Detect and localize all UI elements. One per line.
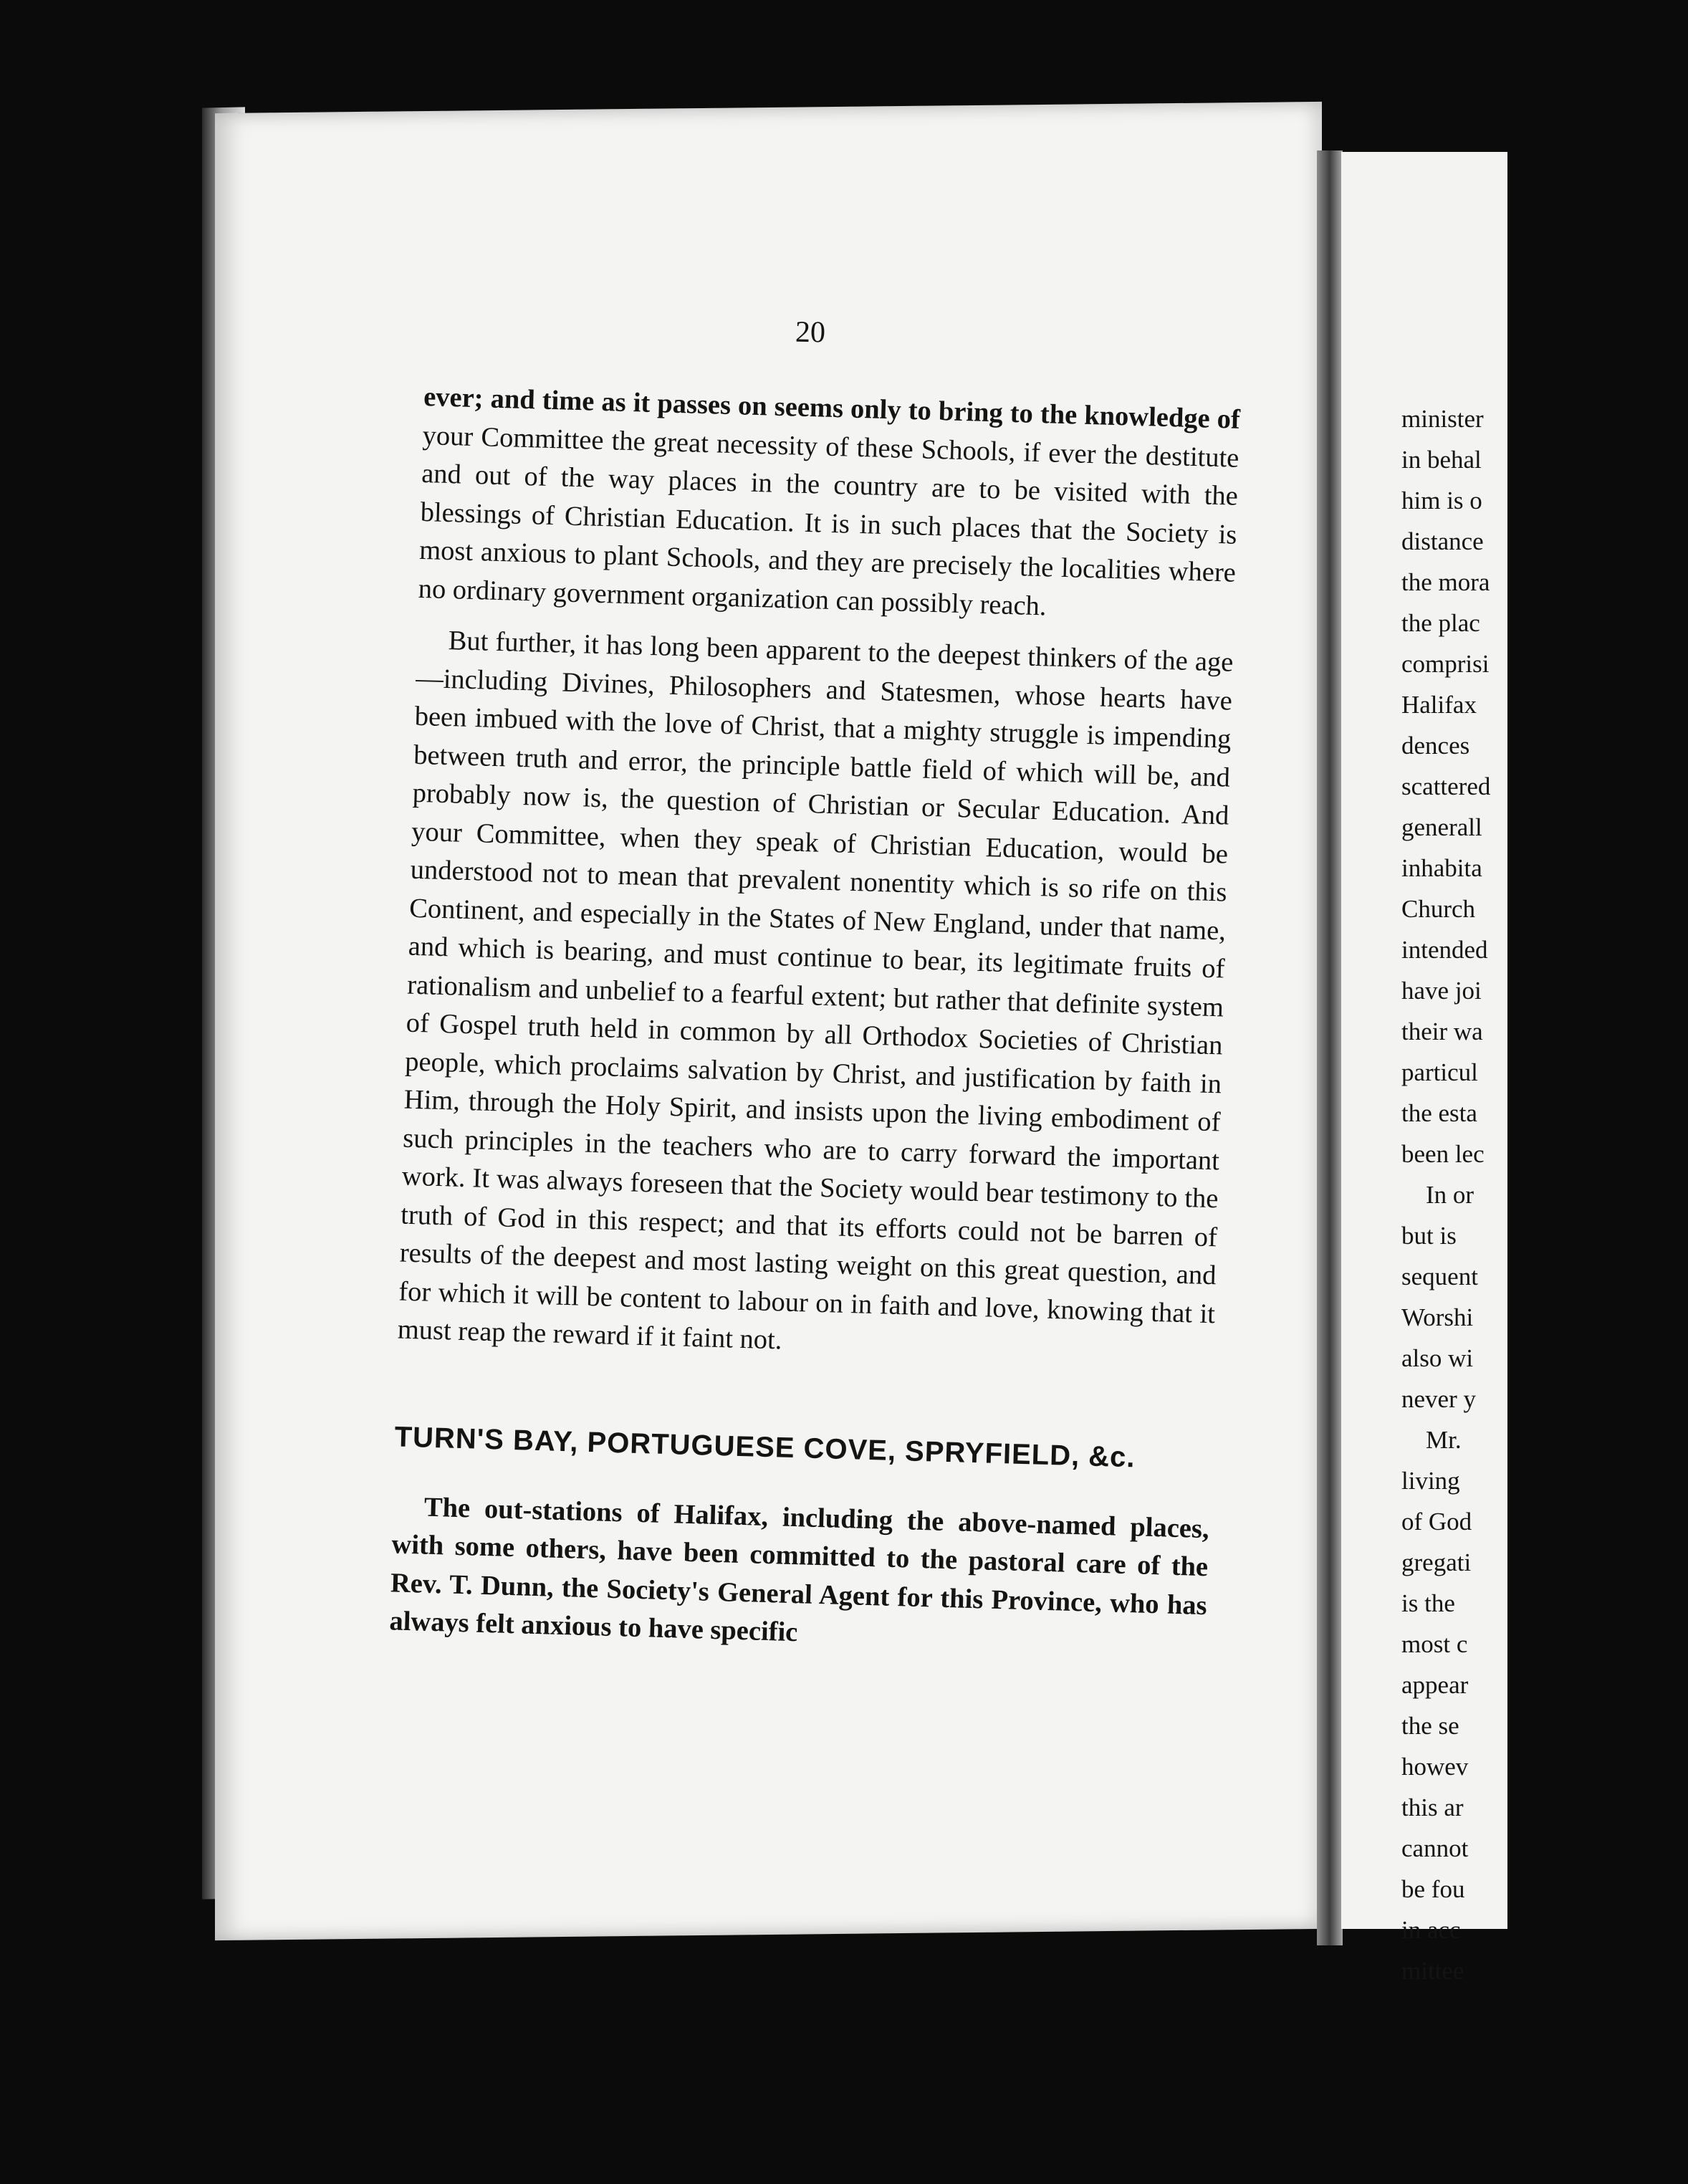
right-page-line: him is o	[1401, 487, 1482, 514]
right-page-line: in acc	[1401, 1916, 1461, 1944]
right-page-line: never y	[1401, 1385, 1476, 1413]
left-page-text	[389, 378, 1241, 1664]
paragraph-1: ever; and time as it passes on seems only to bring to the knowledge of your Committee the great necessity of these Schools, if ever the destitute and out of the way places in the country are to be visited with the blessings of Christian Education. It is in such places that the Society is most anxious to plant Schools, and they are precisely the localities where no ordinary government organization can possibly reach.	[418, 381, 1241, 621]
right-page-line: Worshi	[1401, 1303, 1474, 1331]
right-page-line: sequent	[1401, 1263, 1478, 1290]
right-page-line: inhabita	[1401, 854, 1482, 882]
right-page-line: distance	[1401, 527, 1484, 555]
right-page-line: minister	[1401, 405, 1484, 433]
paragraph-2: But further, it has long been apparent to the deepest thinkers of the age—including Divines, Philosophers and Statesmen, whose hearts have been imbued with the love of Christ, that a mighty struggle is impending between truth and error, the principle battle field of which will be, and probably now is, the question of Christian or Secular Education. And your Committee, when they speak of Christian Education, would be understood not to mean that prevalent nonentity which is so rife on this Continent, and especially in the States of New England, under that name, and which is bearing, and must continue to bear, its legitimate fruits of rationalism and unbelief to a fearful extent; but rather that definite system of Gospel truth held in common by all Orthodox Societies of Christian people, which proclaims salvation by Christ, and justification by faith in Him, through the Holy Spirit, and insists upon the living embodiment of such principles in the teachers who are to carry forward the important work. It was always foreseen that the Society would bear testimony to the truth of God in this respect; and that its efforts could not be barren of results of the deepest and most lasting weight on this great question, and for which it will be content to labour on in faith and love, knowing that it must reap the reward if it faint not.	[397, 626, 1234, 1356]
right-page-line: scattered	[1401, 772, 1491, 800]
page-number: 20	[795, 315, 826, 350]
right-page	[1341, 152, 1507, 1985]
right-page-line: of God	[1401, 1508, 1472, 1536]
right-page-line: living	[1401, 1467, 1460, 1495]
right-page-line: appear	[1401, 1671, 1469, 1699]
right-page-line: particul	[1401, 1058, 1478, 1086]
section-heading: TURN'S BAY, PORTUGUESE COVE, SPRYFIELD, &c.	[394, 1420, 1136, 1473]
right-page-line: the esta	[1401, 1099, 1477, 1127]
right-page-line: the plac	[1401, 609, 1480, 637]
right-page-line: cannot	[1401, 1834, 1469, 1862]
right-page-line: generall	[1401, 813, 1482, 841]
right-page-line: comprisi	[1401, 650, 1490, 678]
right-page-line: most c	[1401, 1630, 1468, 1658]
right-page-line: In or	[1426, 1181, 1474, 1209]
right-page-line: also wi	[1401, 1344, 1474, 1372]
right-page-line: Mr.	[1426, 1426, 1462, 1454]
right-page-line: be fou	[1401, 1875, 1465, 1903]
closing-paragraph: The out-stations of Halifax, including the above-named places, with some others, have been committed to the pastoral care of the Rev. T. Dunn, the Society's General Agent for this Province, who has always felt anxious to have specific	[388, 1492, 1210, 1648]
right-page-line: Church	[1401, 895, 1476, 923]
right-page-line: in behal	[1401, 446, 1482, 474]
right-page-text	[1401, 398, 1688, 1991]
right-page-line: dences	[1401, 732, 1470, 760]
right-page-line: intended	[1401, 936, 1488, 964]
book-gutter	[1317, 150, 1343, 1945]
right-page-line: been lec	[1401, 1140, 1485, 1168]
right-page-line: mittee	[1401, 1957, 1464, 1985]
right-page-line: but is	[1401, 1222, 1457, 1250]
right-page-line: Halifax	[1401, 691, 1477, 719]
right-page-line: gregati	[1401, 1548, 1472, 1576]
right-page-line: howev	[1401, 1753, 1469, 1781]
right-page-line: their wa	[1401, 1017, 1483, 1045]
right-page-line: is the	[1401, 1589, 1455, 1617]
right-page-line: the se	[1401, 1712, 1459, 1740]
right-page-line: this ar	[1401, 1793, 1464, 1821]
right-page-line: have joi	[1401, 977, 1482, 1005]
right-page-line: the mora	[1401, 568, 1490, 596]
